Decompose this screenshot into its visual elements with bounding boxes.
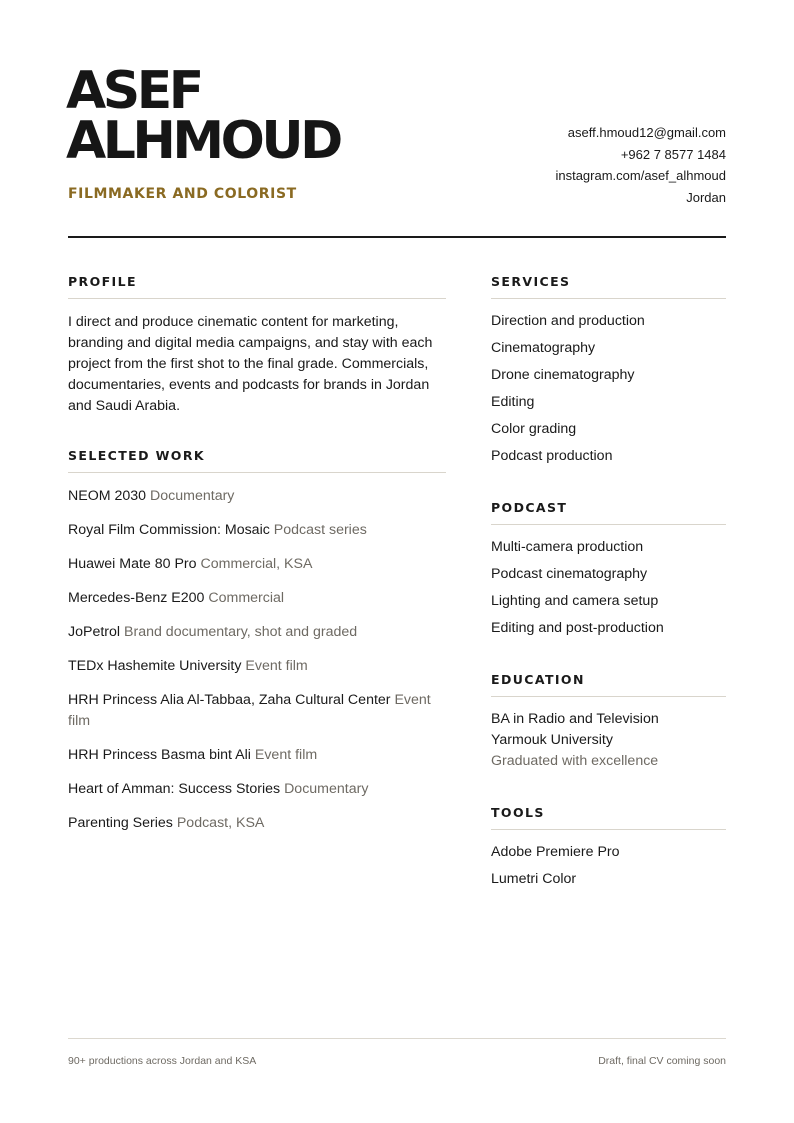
work-name: TEDx Hashemite University (68, 658, 242, 674)
list-item: Podcast cinematography (491, 566, 648, 582)
podcast-list (491, 537, 726, 639)
tools-list (491, 842, 726, 890)
work-meta: Documentary (150, 488, 235, 504)
work-meta: Commercial (208, 590, 285, 606)
footer-divider (68, 1038, 726, 1039)
work-item (68, 690, 446, 732)
work-name: NEOM 2030 (68, 488, 147, 504)
work-name: HRH Princess Basma bint Ali (68, 747, 251, 763)
work-name: Mercedes-Benz E200 (68, 590, 205, 606)
tools-section (491, 805, 726, 890)
list-item: Drone cinematography (491, 367, 635, 383)
work-name: Heart of Amman: Success Stories (68, 781, 281, 797)
podcast-section (491, 500, 726, 639)
work-item (68, 656, 446, 677)
list-item: Podcast production (491, 448, 613, 464)
work-item (68, 745, 446, 766)
list-item: Lumetri Color (491, 871, 577, 887)
selected-work-list (68, 486, 446, 834)
profile-title: PROFILE (68, 274, 446, 299)
list-item: Color grading (491, 421, 577, 437)
name-first: ASEF (66, 61, 201, 121)
education-title: EDUCATION (491, 672, 726, 697)
list-item: Direction and production (491, 313, 645, 329)
right-column (491, 274, 726, 923)
work-item (68, 622, 446, 643)
work-item (68, 486, 446, 507)
tools-title: TOOLS (491, 805, 726, 830)
contact-location: Jordan (686, 189, 726, 205)
footer-note-right: Draft, final CV coming soon (598, 1055, 726, 1067)
contact-phone[interactable]: +962 7 8577 1484 (620, 146, 726, 162)
work-item (68, 588, 446, 609)
work-meta: Event film (68, 692, 431, 729)
services-list (491, 311, 726, 467)
list-item: Editing (491, 394, 535, 410)
name-last: ALHMOUD (66, 111, 340, 171)
work-name: Royal Film Commission: Mosaic (68, 522, 270, 538)
education-section (491, 672, 726, 772)
work-name: HRH Princess Alia Al-Tabbaa, Zaha Cultural Center (68, 692, 391, 708)
services-title: SERVICES (491, 274, 726, 299)
work-meta: Brand documentary, shot and graded (124, 624, 358, 640)
work-name: Huawei Mate 80 Pro (68, 556, 197, 572)
work-meta: Commercial, KSA (200, 556, 313, 572)
work-item (68, 554, 446, 575)
work-meta: Podcast, KSA (176, 815, 265, 831)
selected-work-title: SELECTED WORK (68, 448, 446, 473)
work-meta: Podcast series (273, 522, 367, 538)
education-school: Yarmouk University (491, 732, 613, 748)
podcast-title: PODCAST (491, 500, 726, 525)
list-item: Multi-camera production (491, 539, 644, 555)
contact-email[interactable]: aseff.hmoud12@gmail.com (567, 125, 726, 140)
list-item: Adobe Premiere Pro (491, 844, 620, 860)
footer-note-left: 90+ productions across Jordan and KSA (68, 1055, 257, 1067)
contact-instagram[interactable]: instagram.com/asef_alhmoud (555, 168, 726, 183)
work-item (68, 779, 446, 800)
education-degree: BA in Radio and Television (491, 711, 659, 727)
services-section (491, 274, 726, 467)
work-name: JoPetrol (68, 624, 121, 640)
name-heading (66, 61, 340, 171)
header-divider (68, 236, 726, 238)
work-meta: Documentary (284, 781, 369, 797)
work-meta: Event film (245, 658, 308, 674)
education-entry (491, 709, 726, 772)
list-item: Cinematography (491, 340, 596, 356)
profile-text: I direct and produce cinematic content for marketing, branding and digital media campaigns, and stay with each project from the first shot to the final grade. Commercials, documentaries, events and podcasts for brands in Jordan and Saudi Arabia. (68, 314, 433, 414)
list-item: Lighting and camera setup (491, 593, 659, 609)
contact-block (555, 122, 726, 208)
work-name: Parenting Series (68, 815, 173, 831)
list-item: Editing and post-production (491, 620, 664, 636)
role-subtitle: FILMMAKER AND COLORIST (68, 186, 297, 202)
work-item (68, 813, 446, 834)
education-note: Graduated with excellence (491, 753, 659, 769)
work-meta: Event film (254, 747, 318, 763)
left-column (68, 274, 446, 847)
work-item (68, 520, 446, 541)
